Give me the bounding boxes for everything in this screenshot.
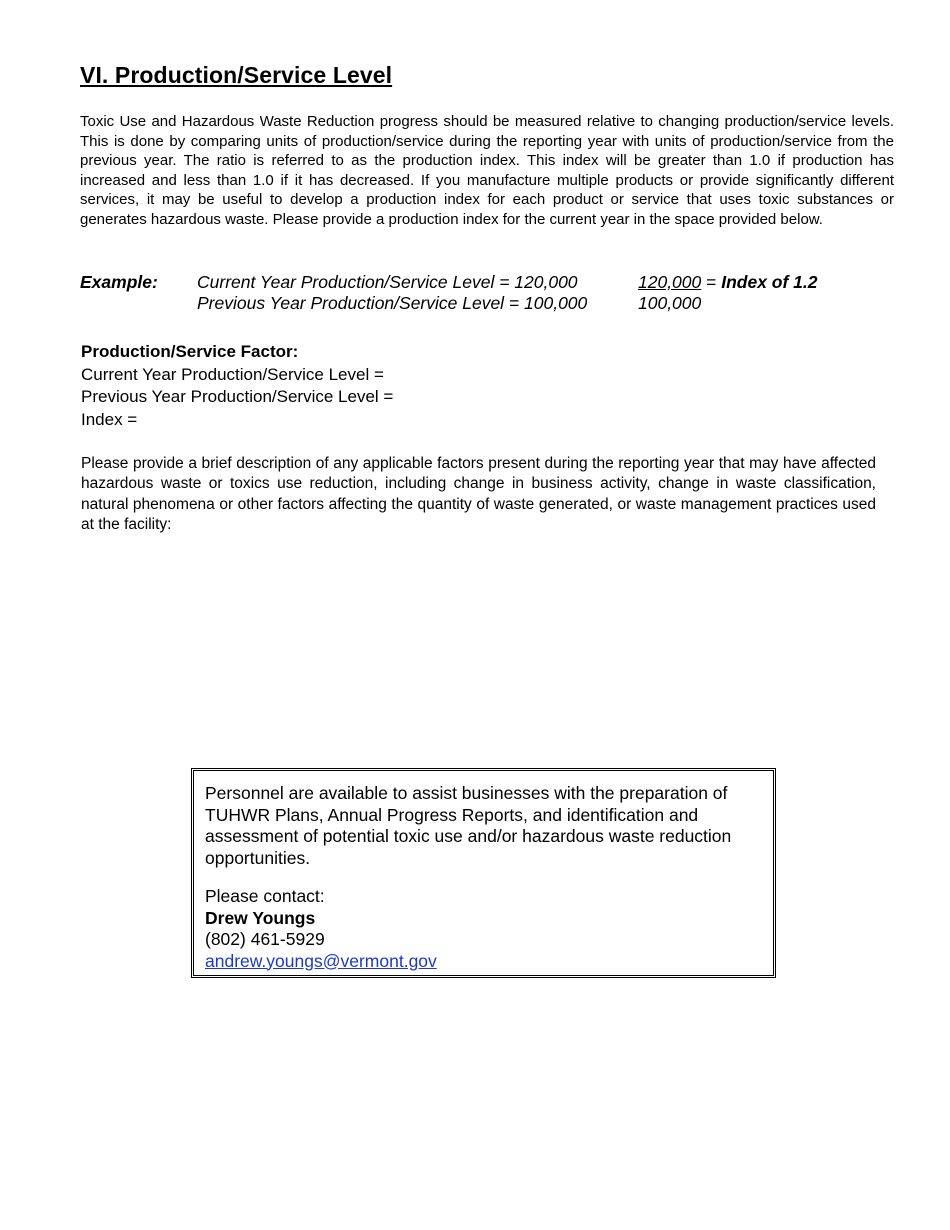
- description-prompt: Please provide a brief description of any applicable factors present during the reporting year that may have affected hazardous waste or toxics use reduction, including change in business activity, change in waste classification, natural phenomena or other factors affecting the quantity of waste generated, or waste management practices used at the facility:: [81, 455, 876, 533]
- intro-paragraph: Toxic Use and Hazardous Waste Reduction progress should be measured relative to changing production/service levels. This is done by comparing units of production/service during the reporting year with units of production/service from the previous year. The ratio is referred to as the production index. This index will be greater than 1.0 if production has increased and less than 1.0 if it has decreased. If you manufacture multiple products or provide significantly different services, it may be useful to develop a production index for each product or service that uses toxic substances or generates hazardous waste. Please provide a production index for the current year in the space provided below.: [80, 113, 894, 228]
- please-contact-label: Please contact:: [205, 886, 325, 906]
- example-denominator: 100,000: [638, 293, 702, 313]
- example-ratio-numerator-line: [638, 272, 818, 293]
- previous-year-level-field[interactable]: Previous Year Production/Service Level =: [81, 387, 394, 407]
- factor-heading: Production/Service Factor:: [81, 342, 299, 361]
- contact-phone: (802) 461-5929: [205, 929, 325, 949]
- example-numerator: 120,000: [638, 272, 702, 292]
- example-index-result: Index of 1.2: [721, 272, 818, 292]
- section-title: VI. Production/Service Level: [80, 62, 393, 88]
- production-factor-block: [81, 341, 393, 431]
- current-year-level-field[interactable]: Current Year Production/Service Level =: [81, 364, 384, 384]
- contact-name: Drew Youngs: [205, 907, 316, 928]
- contact-box: [191, 768, 776, 978]
- example-previous-line: Previous Year Production/Service Level = 100,000: [197, 293, 588, 313]
- example-equals: =: [701, 272, 722, 292]
- contact-email-link[interactable]: andrew.youngs@vermont.gov: [205, 950, 437, 971]
- assist-text: Personnel are available to assist businesses with the preparation of TUHWR Plans, Annual Progress Reports, and identification and assessment of potential toxic use and/or hazardous waste reduction opportunities.: [205, 783, 732, 868]
- example-label: Example:: [80, 272, 158, 292]
- index-field[interactable]: Index =: [81, 409, 138, 429]
- example-current-line: Current Year Production/Service Level = 120,000: [197, 272, 578, 292]
